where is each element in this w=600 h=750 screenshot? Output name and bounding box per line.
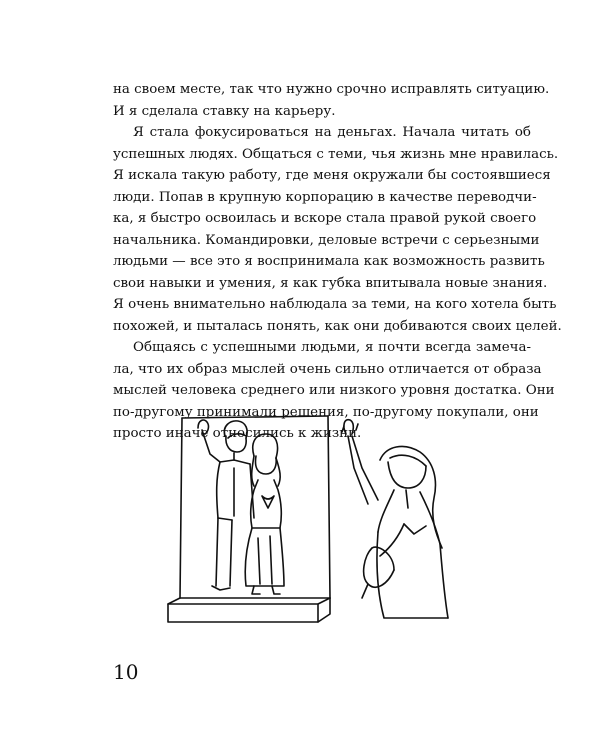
text-line: Я искала такую работу, где меня окружали бы состоявшиеся [113, 168, 551, 183]
text-line: мыслей человека среднего или низкого уровня достатка. Они [113, 383, 555, 398]
doorway [168, 416, 330, 622]
text-line: похожей, и пыталась понять, как они добиваются своих целей. [113, 318, 562, 334]
text-line: людьми — все это я воспринимала как возможность развить [113, 254, 545, 269]
body-text [113, 79, 562, 445]
text-line: ла, что их образ мыслей очень сильно отличается от образа [113, 361, 542, 377]
text-line: Я очень внимательно наблюдала за теми, на кого хотела быть [113, 297, 557, 312]
text-line: по-другому принимали решения, по-другому покупали, они [113, 404, 539, 420]
text-line: Общаясь с успешными людьми, я почти всегда замеча- [133, 340, 531, 355]
page-number: 10 [113, 660, 139, 684]
text-line: свои навыки и умения, я как губка впитывала новые знания. [113, 275, 548, 291]
paragraph-2 [113, 122, 562, 337]
woman-in-doorway-figure [245, 434, 284, 594]
text-line: И я сделала ставку на карьеру. [113, 103, 336, 119]
couple-in-doorway-and-waving-woman-drawing-icon [158, 408, 458, 653]
text-line: успешных людях. Общаться с теми, чья жизнь мне нравилась. [113, 146, 559, 162]
text-line: ка, я быстро освоилась и вскоре стала правой рукой своего [113, 211, 537, 226]
text-line: люди. Попав в крупную корпорацию в качестве переводчи- [113, 189, 537, 205]
waving-woman-figure [342, 420, 448, 618]
text-line: на своем месте, так что нужно срочно исправлять ситуацию. [113, 82, 550, 97]
text-line: просто иначе относились к жизни. [113, 426, 362, 441]
paragraph-1 [113, 79, 550, 122]
text-line: Я стала фокусироваться на деньгах. Начала читать об [133, 125, 531, 140]
text-line: начальника. Командировки, деловые встречи с серьезными [113, 232, 540, 248]
